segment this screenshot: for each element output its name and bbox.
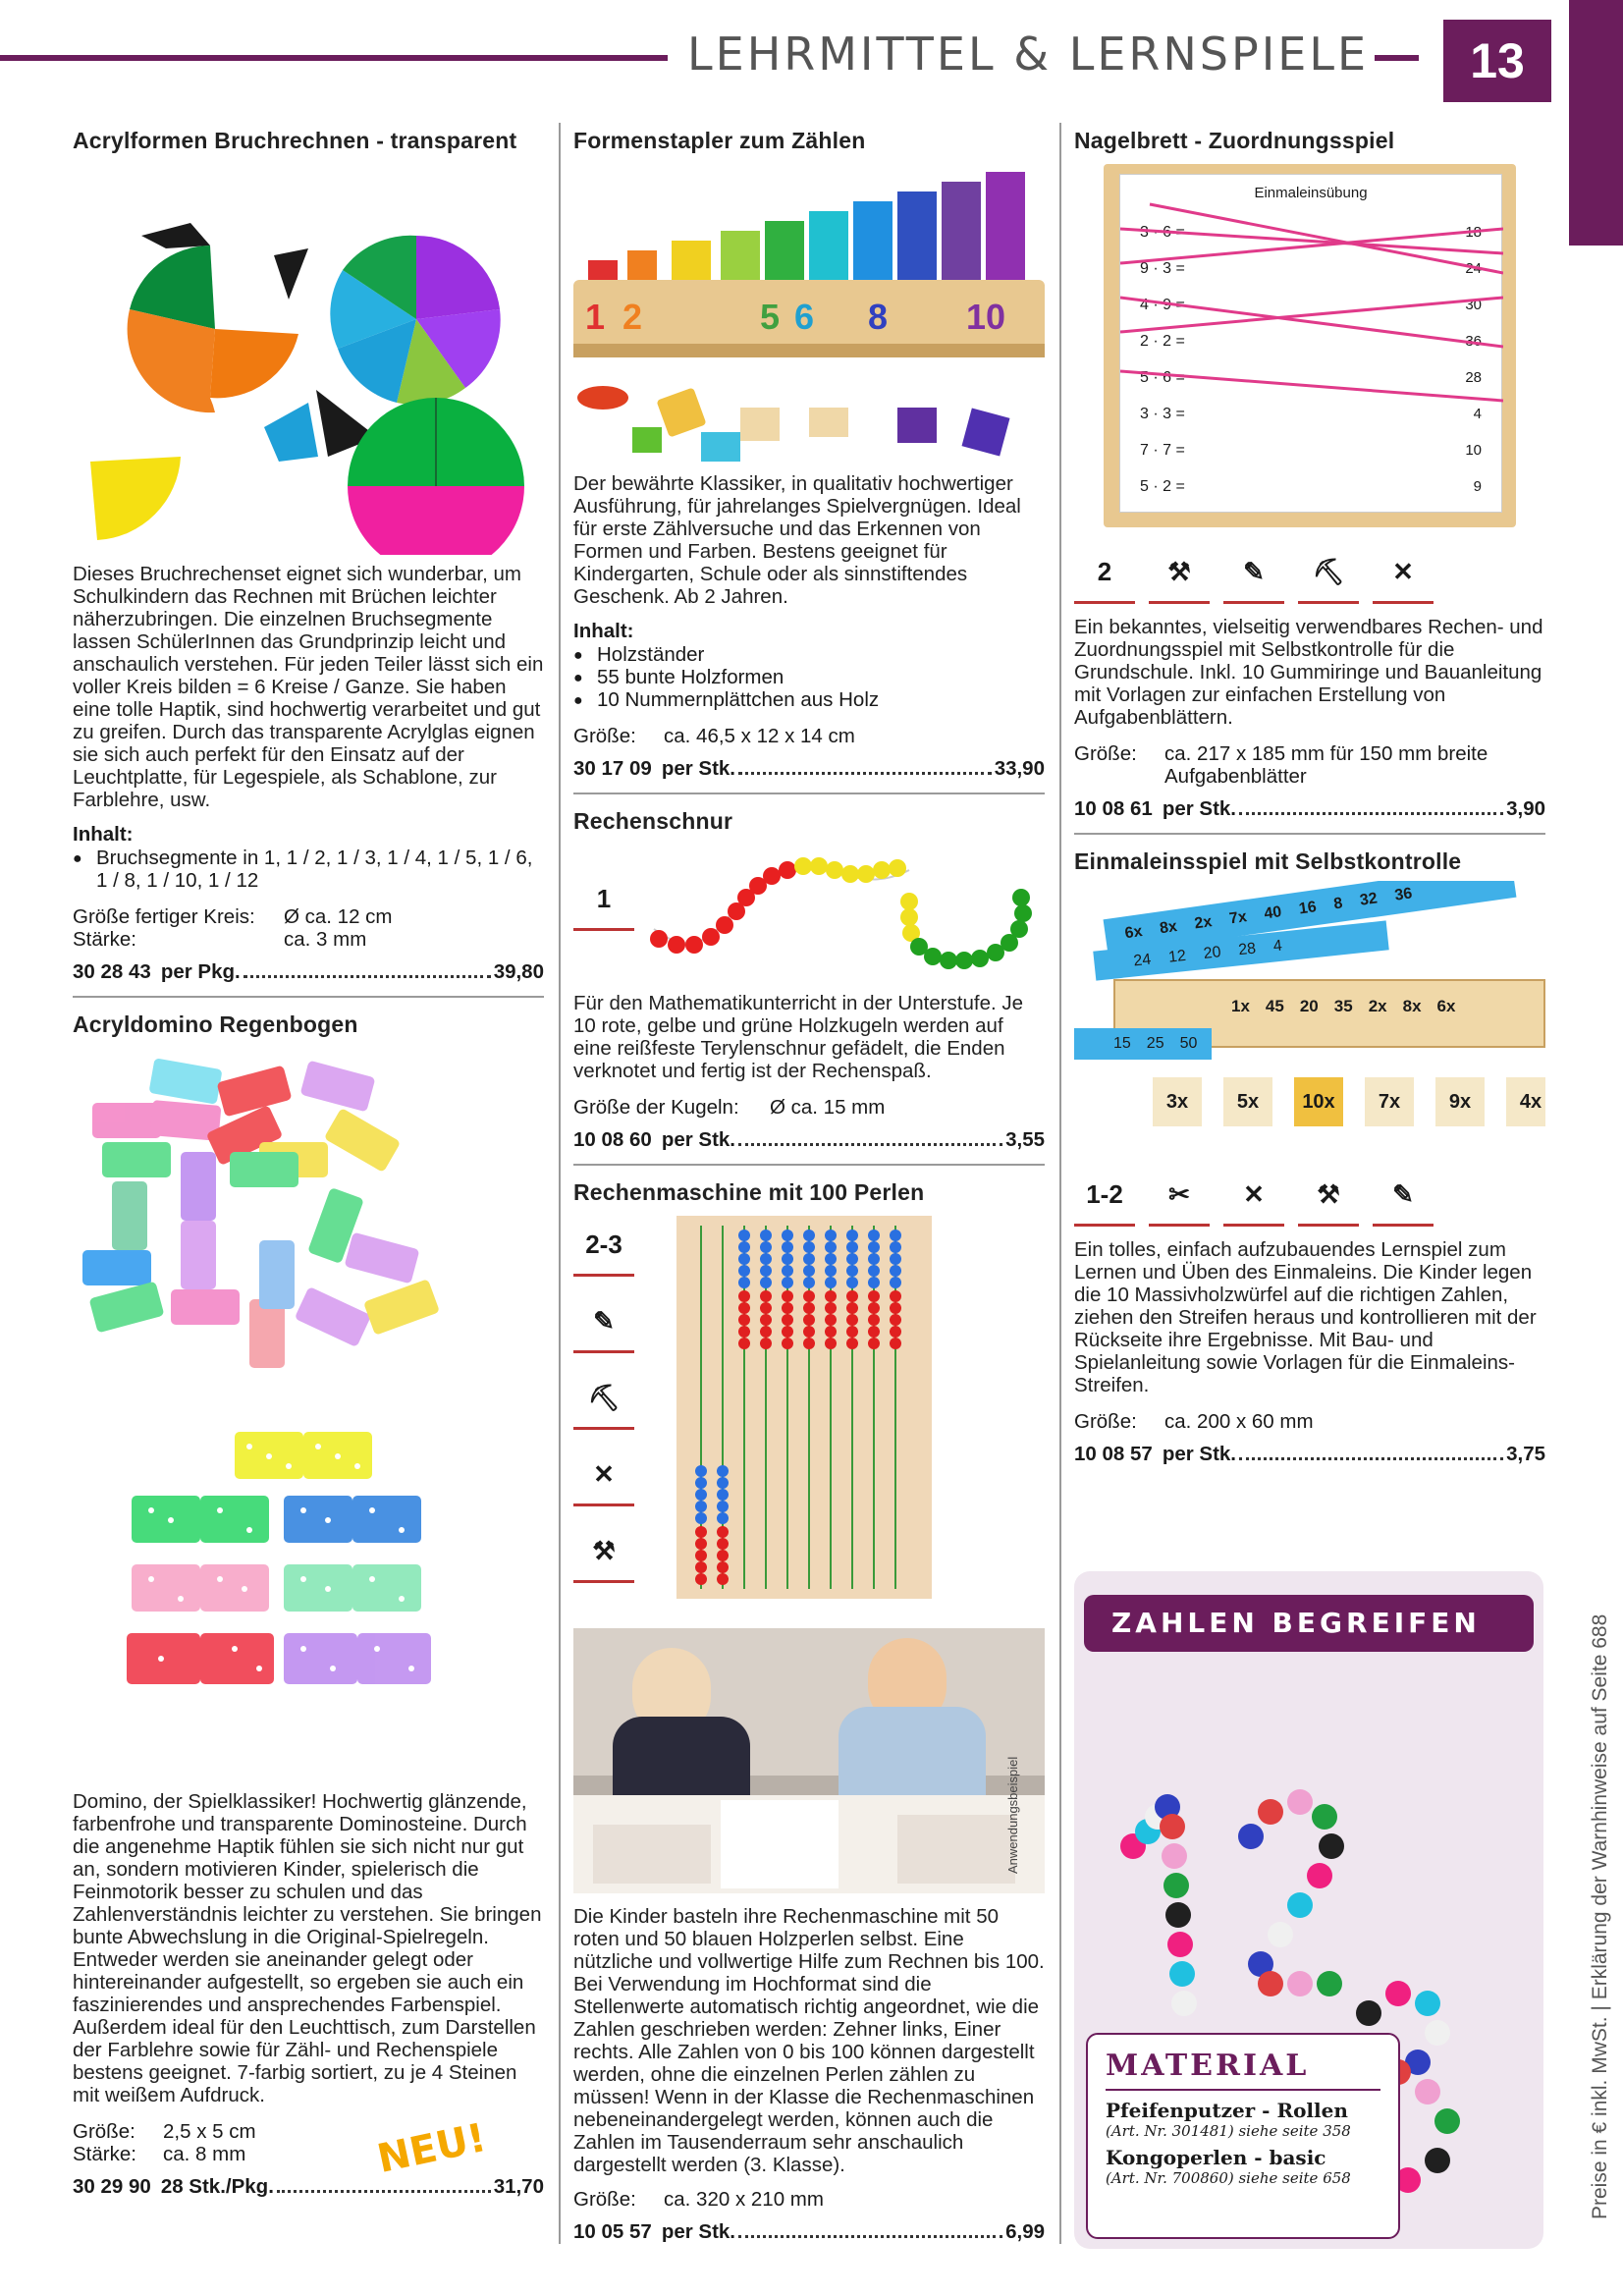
abacus-bead: [695, 1550, 707, 1561]
spec-size: Größe der Kugeln: Ø ca. 15 mm: [573, 1096, 886, 1119]
abacus-bead: [782, 1338, 793, 1349]
bead: [1385, 1981, 1411, 2006]
product-description: Für den Mathematikunterricht in der Unterstufe. Je 10 rote, gelbe und grüne Holzkugeln werden auf eine reißfeste Terylenschnur gefädelt, die Enden verknotet und fertig ist der Rechenspaß.: [573, 992, 1024, 1082]
product-description: Die Kinder basteln ihre Rechenmaschine mit 50 roten und 50 blauen Holzperlen selbst. Eine nützliche und vollwertige Hilfe zum Rechnen bis 100. Bei Verwendung im Hochformat sind die Stellenwerte automatisch richtig angeordnet, wie die Zahlen geschrieben werden: Zehner links, Einer rechts. Alle Zahlen von 0 bis 100 können dargestellt werden, ohne die einzelnen Perlen zählen zu müssen! Wenn in der Klasse die Rechenmaschinen nebeneinandergelegt werden, können auch die Zahlen im Tausenderraum sehr anschaulich dargestellt werden (3. Klasse).: [573, 1905, 1045, 2176]
abacus-bead: [695, 1501, 707, 1512]
photo-note: Anwendungsbeispiel: [1005, 1756, 1020, 1874]
abacus-bead: [738, 1253, 750, 1265]
abacus-bead: [803, 1302, 815, 1314]
bead: [1171, 1991, 1197, 2016]
abacus-bead: [868, 1230, 880, 1241]
abacus-bead: [738, 1338, 750, 1349]
abacus-image: [676, 1216, 932, 1599]
spec-size: Größe: ca. 217 x 185 mm für 150 mm breite Aufgabenblätter: [1074, 742, 1488, 788]
abacus-bead: [782, 1230, 793, 1241]
product-acrylformen: [73, 128, 544, 998]
product-acryldomino: [73, 1011, 544, 2199]
fraction-circles-image: [73, 162, 544, 555]
abacus-bead: [738, 1265, 750, 1277]
abacus-bead: [803, 1253, 815, 1265]
abacus-bead: [782, 1326, 793, 1338]
abacus-bead: [803, 1314, 815, 1326]
abacus-bead: [890, 1253, 901, 1265]
abacus-bead: [760, 1253, 772, 1265]
contents-list: [73, 847, 544, 892]
abacus-bead: [738, 1241, 750, 1253]
divider: [73, 996, 544, 998]
product-description: Domino, der Spielklassiker! Hochwertig glänzende, farbenfrohe und transparente Dominosteine. Durch die angenehme Haptik fühlen sie sich nicht nur gut an, sondern motivieren Kinder, spielerisch die Feinmotorik besser zu schulen und das Zahlenverständnis leichter zu verstehen. Sie bringen bunte Abwechslung in die Original-Spielregeln. Entweder werden sie aneinander gelegt oder hintereinander aufgestellt, so ergeben sie auch ein faszinierendes und ansprechendes Farbenspiel. Außerdem ideal für den Leuchttisch, zum Darstellen der Farblehre sowie für Zähl- und Rechenspiele bestens geeignet. 7-farbig sortiert, zu je 4 Steinen mit weißem Aufdruck.: [73, 1790, 542, 2106]
abacus-bead: [868, 1314, 880, 1326]
svg-text:2: 2: [622, 297, 643, 337]
svg-text:6: 6: [794, 297, 815, 337]
strip-selection: 1x 45 20 35 2x 8x 6x: [1231, 997, 1456, 1015]
column-2: [573, 128, 1045, 2244]
abacus-bead: [782, 1290, 793, 1302]
abacus-bead: [717, 1538, 729, 1550]
spec-thickness: Stärke: ca. 8 mm: [73, 2143, 246, 2165]
age-icon: 1: [573, 870, 634, 931]
abacus-bead: [825, 1241, 837, 1253]
material-ref: (Art. Nr. 301481) siehe seite 358: [1106, 2122, 1351, 2140]
abacus-bead: [760, 1314, 772, 1326]
saw-icon: ⛏: [1298, 543, 1359, 604]
product-title: Rechenschnur: [573, 808, 733, 834]
abacus-bead: [760, 1290, 772, 1302]
abacus-bead: [825, 1253, 837, 1265]
sheet-right-list: 18 24 30 36 28 4 10 9: [1465, 224, 1482, 495]
bead: [1425, 2148, 1450, 2173]
abacus-bead: [695, 1489, 707, 1501]
glue-icon: ✎: [1223, 543, 1284, 604]
bead: [1425, 2020, 1450, 2046]
warning-icons: [1074, 543, 1545, 604]
abacus-bead: [760, 1338, 772, 1349]
product-rechenschnur: [573, 808, 1045, 1166]
abacus-bead: [738, 1230, 750, 1241]
svg-text:1: 1: [585, 297, 606, 337]
abacus-bead: [890, 1290, 901, 1302]
product-nagelbrett: [1074, 128, 1545, 835]
zahlen-begreifen-box: [1074, 1571, 1543, 2249]
list-item: ● Bruchsegmente in 1, 1 / 2, 1 / 3, 1 / 4, 1 / 5, 1 / 6, 1 / 8, 1 / 10, 1 / 12: [73, 847, 544, 892]
abacus-bead: [890, 1230, 901, 1241]
abacus-bead: [782, 1277, 793, 1288]
abacus-bead: [782, 1253, 793, 1265]
spec-size: Größe fertiger Kreis: Ø ca. 12 cm: [73, 905, 393, 928]
divider: [573, 793, 1045, 794]
material-ref: (Art. Nr. 700860) siehe seite 658: [1106, 2169, 1351, 2187]
bead: [1287, 1971, 1313, 1996]
spec-size: Größe: 2,5 x 5 cm: [73, 2120, 256, 2143]
abacus-bead: [738, 1326, 750, 1338]
abacus-bead: [782, 1241, 793, 1253]
column-1: [73, 128, 544, 2199]
abacus-bead: [760, 1230, 772, 1241]
abacus-bead: [825, 1265, 837, 1277]
bead: [1319, 1833, 1344, 1859]
material-item: Kongoperlen - basic: [1106, 2146, 1326, 2169]
abacus-bead: [825, 1338, 837, 1349]
spec-size: Größe: ca. 46,5 x 12 x 14 cm: [573, 725, 855, 747]
abacus-bead: [695, 1561, 707, 1573]
bead: [1163, 1873, 1189, 1898]
age-icon: 2-3: [573, 1216, 634, 1277]
column-divider-2: [1059, 123, 1061, 2244]
header-rule-left: [0, 55, 668, 61]
abacus-bead: [846, 1314, 858, 1326]
abacus-bead: [803, 1277, 815, 1288]
abacus-bead: [717, 1477, 729, 1489]
bead: [1165, 1902, 1191, 1928]
scissors-icon: ✂: [1149, 1166, 1210, 1227]
abacus-bead: [868, 1338, 880, 1349]
material-item: Pfeifenputzer - Rollen: [1106, 2099, 1348, 2122]
abacus-bead: [760, 1302, 772, 1314]
abacus-bead: [717, 1512, 729, 1524]
product-description: Ein tolles, einfach aufzubauendes Lernspiel zum Lernen und Üben des Einmaleins. Die Kinder legen die 10 Massivholzwürfel auf die richtigen Zahlen, ziehen den Streifen heraus und kontrollieren mit der Rückseite ihre Ergebnisse. Mit Bau- und Spielanleitung sowie Vorlagen für die Einmaleins-Streifen.: [1074, 1238, 1537, 1396]
svg-text:8: 8: [868, 297, 889, 337]
column-3: [1074, 128, 1545, 1466]
abacus-bead: [868, 1302, 880, 1314]
abacus-bead: [717, 1561, 729, 1573]
bead: [1415, 2079, 1440, 2105]
order-line: 10 08 57 per Stk. 3,75: [1074, 1443, 1545, 1465]
spec-size: Größe: ca. 200 x 60 mm: [1074, 1410, 1314, 1433]
bead: [1167, 1932, 1193, 1957]
abacus-bead: [825, 1302, 837, 1314]
abacus-bead: [825, 1290, 837, 1302]
hammer-icon: ⚒: [1298, 1166, 1359, 1227]
material-box: [1086, 2033, 1400, 2239]
shape-stacker-image: [573, 162, 1045, 466]
abacus-bead: [890, 1277, 901, 1288]
bead: [1434, 2108, 1460, 2134]
bead: [1258, 1971, 1283, 1996]
abacus-bead: [868, 1253, 880, 1265]
clamp-icon: ⚒: [573, 1522, 634, 1583]
abacus-bead: [846, 1230, 858, 1241]
divider: [1074, 833, 1545, 835]
abacus-bead: [868, 1277, 880, 1288]
list-item: ● Holzständer: [573, 643, 1045, 666]
abacus-bead: [695, 1573, 707, 1585]
box-title: ZAHLEN BEGREIFEN: [1084, 1595, 1534, 1652]
abacus-bead: [803, 1230, 815, 1241]
abacus-bead: [803, 1290, 815, 1302]
product-title: Nagelbrett - Zuordnungsspiel: [1074, 128, 1395, 153]
abacus-bead: [803, 1265, 815, 1277]
product-title: Einmaleinsspiel mit Selbstkontrolle: [1074, 848, 1462, 874]
abacus-bead: [890, 1338, 901, 1349]
knife-icon: ✕: [1223, 1166, 1284, 1227]
abacus-bead: [803, 1326, 815, 1338]
bead: [1162, 1843, 1187, 1869]
material-title: MATERIAL: [1106, 2049, 1380, 2091]
abacus-bead: [846, 1326, 858, 1338]
product-formenstapler: [573, 128, 1045, 794]
abacus-bead: [846, 1290, 858, 1302]
product-einmaleinsspiel: [1074, 848, 1545, 1466]
saw-icon: ⛏: [573, 1369, 634, 1430]
abacus-bead: [738, 1314, 750, 1326]
product-title: Rechenmaschine mit 100 Perlen: [573, 1179, 925, 1205]
order-line: 30 28 43 per Pkg. 39,80: [73, 960, 544, 983]
abacus-bead: [846, 1302, 858, 1314]
abacus-bead: [782, 1302, 793, 1314]
order-line: 30 17 09 per Stk. 33,90: [573, 757, 1045, 780]
bead-string-image: [634, 841, 1037, 988]
abacus-bead: [760, 1326, 772, 1338]
abacus-bead: [868, 1326, 880, 1338]
product-rechenmaschine: [573, 1179, 1045, 2244]
bead: [1258, 1799, 1283, 1825]
strip-bottom: 15 25 50: [1074, 1028, 1212, 1060]
column-divider-1: [559, 123, 561, 2244]
order-line: 30 29 90 28 Stk./Pkg. 31,70: [73, 2175, 544, 2198]
spec-size: Größe: ca. 320 x 210 mm: [573, 2188, 824, 2211]
svg-text:10: 10: [966, 297, 1006, 337]
bead: [1356, 2000, 1381, 2026]
side-note: Preise in € inkl. MwSt. | Erklärung der Warnhinweise auf Seite 688: [1589, 1613, 1611, 2219]
abacus-bead: [803, 1338, 815, 1349]
section-title: LEHRMITTEL & LERNSPIELE: [687, 27, 1370, 81]
header-rule-right: [1375, 55, 1419, 61]
abacus-bead: [890, 1265, 901, 1277]
abacus-bead: [717, 1550, 729, 1561]
bead: [1317, 1971, 1342, 1996]
abacus-bead: [717, 1489, 729, 1501]
bead: [1415, 1991, 1440, 2016]
abacus-bead: [846, 1265, 858, 1277]
abacus-bead: [760, 1277, 772, 1288]
spec-thickness: Stärke: ca. 3 mm: [73, 928, 367, 951]
contents-list: [573, 643, 1045, 711]
inhalt-label: Inhalt:: [73, 823, 134, 846]
sheet-left-list: 3 · 6 = 9 · 3 = 4 · 9 = 2 · 2 = 5 · 6 = 3 · 3 = 7 · 7 = 5 · 2 =: [1140, 224, 1185, 495]
hammer-icon: ⚒: [1149, 543, 1210, 604]
glue-icon: ✎: [573, 1292, 634, 1353]
new-badge: NEU!: [373, 2114, 491, 2183]
abacus-bead: [738, 1302, 750, 1314]
page-number: 13: [1443, 20, 1551, 102]
abacus-bead: [890, 1314, 901, 1326]
bead: [1287, 1789, 1313, 1815]
abacus-bead: [825, 1230, 837, 1241]
abacus-bead: [846, 1277, 858, 1288]
age-icon: 1-2: [1074, 1166, 1135, 1227]
warning-icons: [1074, 1166, 1545, 1227]
divider: [573, 1164, 1045, 1166]
sheet-title: Einmaleinsübung: [1254, 185, 1368, 201]
abacus-bead: [760, 1265, 772, 1277]
abacus-bead: [760, 1241, 772, 1253]
product-description: Dieses Bruchrechenset eignet sich wunderbar, um Schulkindern das Rechnen mit Brüchen leichter näherzubringen. Die einzelnen Bruchsegmente lassen SchülerInnen das Grundprinzip leicht und anschaulich verstehen. Für jeden Teiler lässt sich ein voller Kreis bilden = 6 Kreise / Ganze. Sie haben eine tolle Haptik, sind hochwertig verarbeitet und gut zu greifen. Durch das transparente Acrylglas eignen sie sich auch perfekt für den Einsatz auf der Leuchtplatte, für Legespiele, als Schablone, zur Farblehre, usw.: [73, 563, 544, 811]
cubes: 3x 5x 10x 7x 9x 4x: [1153, 1077, 1545, 1126]
list-item: ● 55 bunte Holzformen: [573, 666, 1045, 688]
abacus-bead: [868, 1241, 880, 1253]
abacus-bead: [738, 1290, 750, 1302]
abacus-bead: [717, 1501, 729, 1512]
abacus-bead: [782, 1265, 793, 1277]
product-description: Ein bekanntes, vielseitig verwendbares Rechen- und Zuordnungsspiel mit Selbstkontrolle für die Grundschule. Inkl. 10 Gummiringe und Bauanleitung mit Vorlagen zur einfachen Erstellung von Aufgabenblättern.: [1074, 616, 1543, 729]
abacus-bead: [890, 1241, 901, 1253]
side-tab: [1569, 0, 1623, 246]
abacus-bead: [717, 1465, 729, 1477]
abacus-bead: [890, 1326, 901, 1338]
abacus-bead: [695, 1465, 707, 1477]
bead: [1169, 1961, 1195, 1987]
glue-icon: ✎: [1373, 1166, 1434, 1227]
domino-image: [73, 1044, 544, 1790]
abacus-bead: [803, 1241, 815, 1253]
bead: [1307, 1863, 1332, 1888]
bead: [1238, 1824, 1264, 1849]
product-title: Formenstapler zum Zählen: [573, 128, 866, 153]
order-line: 10 08 60 per Stk. 3,55: [573, 1128, 1045, 1151]
bead: [1312, 1804, 1337, 1830]
inhalt-label: Inhalt:: [573, 620, 634, 642]
abacus-bead: [717, 1526, 729, 1538]
abacus-bead: [695, 1526, 707, 1538]
bead: [1160, 1814, 1185, 1839]
multiplication-game-image: [1074, 881, 1545, 1156]
abacus-bead: [868, 1265, 880, 1277]
list-item: ● 10 Nummernplättchen aus Holz: [573, 688, 1045, 711]
abacus-bead: [695, 1477, 707, 1489]
strip-top: 6x 8x 2x 7x 40 16 8 32 36: [1104, 881, 1517, 955]
abacus-bead: [695, 1512, 707, 1524]
abacus-bead: [782, 1314, 793, 1326]
abacus-bead: [846, 1253, 858, 1265]
classroom-photo: [573, 1628, 1045, 1893]
abacus-bead: [890, 1302, 901, 1314]
warning-icons: [573, 1216, 647, 1599]
knife-icon: ✕: [573, 1446, 634, 1506]
knife-icon: ✕: [1373, 543, 1434, 604]
abacus-bead: [717, 1573, 729, 1585]
product-description: Der bewährte Klassiker, in qualitativ hochwertiger Ausführung, für jahrelanges Spielvergnügen. Ideal für erste Zählversuche und das Erkennen von Formen und Farben. Bestens geeignet für Kindergarten, Schule oder als sinnstiftendes Geschenk. Ab 2 Jahren.: [573, 472, 1021, 608]
bead: [1287, 1892, 1313, 1918]
abacus-bead: [825, 1326, 837, 1338]
abacus-bead: [846, 1241, 858, 1253]
bead: [1268, 1922, 1293, 1947]
svg-text:5: 5: [760, 297, 781, 337]
abacus-bead: [868, 1290, 880, 1302]
order-line: 10 05 57 per Stk. 6,99: [573, 2220, 1045, 2243]
product-title: Acrylformen Bruchrechnen - transparent: [73, 128, 517, 153]
nail-board-image: [1074, 160, 1545, 533]
order-line: 10 08 61 per Stk. 3,90: [1074, 797, 1545, 820]
abacus-bead: [846, 1338, 858, 1349]
strip-mid: 24 12 20 28 4: [1093, 920, 1388, 980]
abacus-bead: [825, 1314, 837, 1326]
abacus-bead: [695, 1538, 707, 1550]
age-icon: 2: [1074, 543, 1135, 604]
abacus-bead: [825, 1277, 837, 1288]
product-title: Acryldomino Regenbogen: [73, 1011, 358, 1037]
abacus-bead: [738, 1277, 750, 1288]
